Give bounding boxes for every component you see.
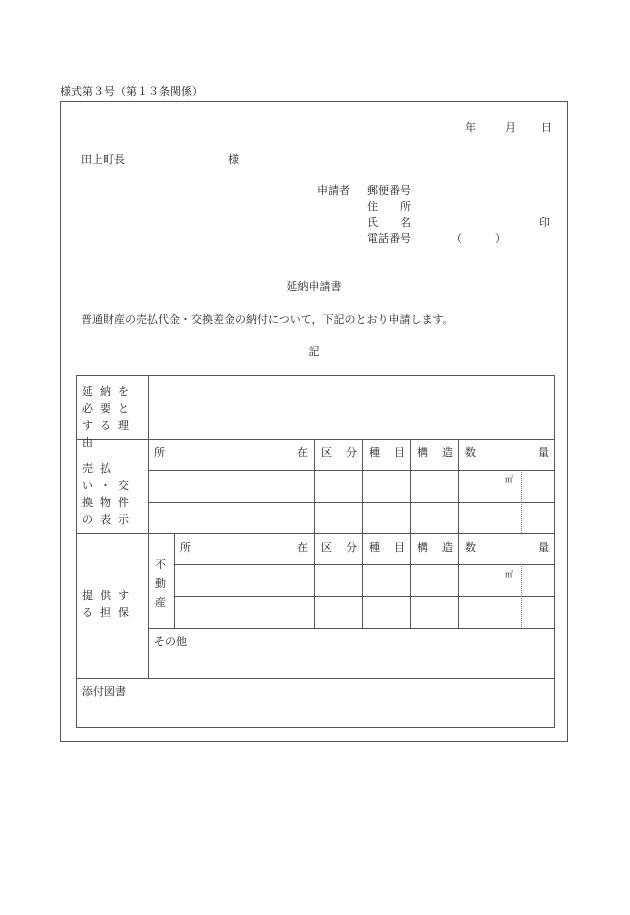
real-estate-label: 不動産 xyxy=(155,558,166,609)
phone-paren: （ ） xyxy=(451,232,506,245)
unit-sqm-2: ㎡ xyxy=(505,570,513,579)
date-month: 月 xyxy=(505,121,516,134)
col-structure-header-2: 構造 xyxy=(417,541,453,554)
col-quantity-text-2: 数 量 xyxy=(465,541,549,554)
addressee-name: 田上町長 xyxy=(81,153,125,166)
unit-sqm-1: ㎡ xyxy=(505,475,513,484)
reason-label: 延納を必要とする理由 xyxy=(82,385,136,449)
col-structure-header: 構造 xyxy=(417,446,453,459)
col-location-text: 所 在 xyxy=(154,446,308,459)
address-label: 住 所 xyxy=(367,200,411,213)
phone-label: 電話番号 xyxy=(367,232,411,245)
form-number: 様式第３号（第１３条関係） xyxy=(60,85,203,98)
col-type-header: 種目 xyxy=(369,446,405,459)
col-quantity-text: 数 量 xyxy=(465,446,549,459)
document-title: 延納申請書 xyxy=(286,280,342,293)
col-location-text-2: 所 在 xyxy=(180,541,308,554)
col-category-header: 区分 xyxy=(321,446,357,459)
body-text: 普通財産の売払代金・交換差金の納付について，下記のとおり申請します。 xyxy=(81,313,454,326)
seal-mark: 印 xyxy=(539,216,550,229)
postal-code-label: 郵便番号 xyxy=(367,184,411,197)
col-location-header-2 xyxy=(180,541,308,555)
col-quantity-header-2 xyxy=(465,541,549,555)
date-day: 日 xyxy=(541,121,552,134)
col-quantity-header xyxy=(465,446,549,460)
applicant-label: 申請者 xyxy=(317,184,350,197)
name-label: 氏 名 xyxy=(367,216,411,229)
col-category-header-2: 区分 xyxy=(321,541,357,554)
attachments-label: 添付図書 xyxy=(82,685,126,698)
collateral-label: 提供する担保 xyxy=(82,589,136,619)
form-frame xyxy=(60,101,568,742)
col-type-header-2: 種目 xyxy=(369,541,405,554)
col-location-header xyxy=(154,446,308,460)
property-label: 売払い・交換物件の表示 xyxy=(82,462,136,526)
date-year: 年 xyxy=(465,121,476,134)
addressee-honorific: 様 xyxy=(228,153,239,166)
other-label: その他 xyxy=(154,635,187,648)
note-heading: 記 xyxy=(308,345,320,358)
